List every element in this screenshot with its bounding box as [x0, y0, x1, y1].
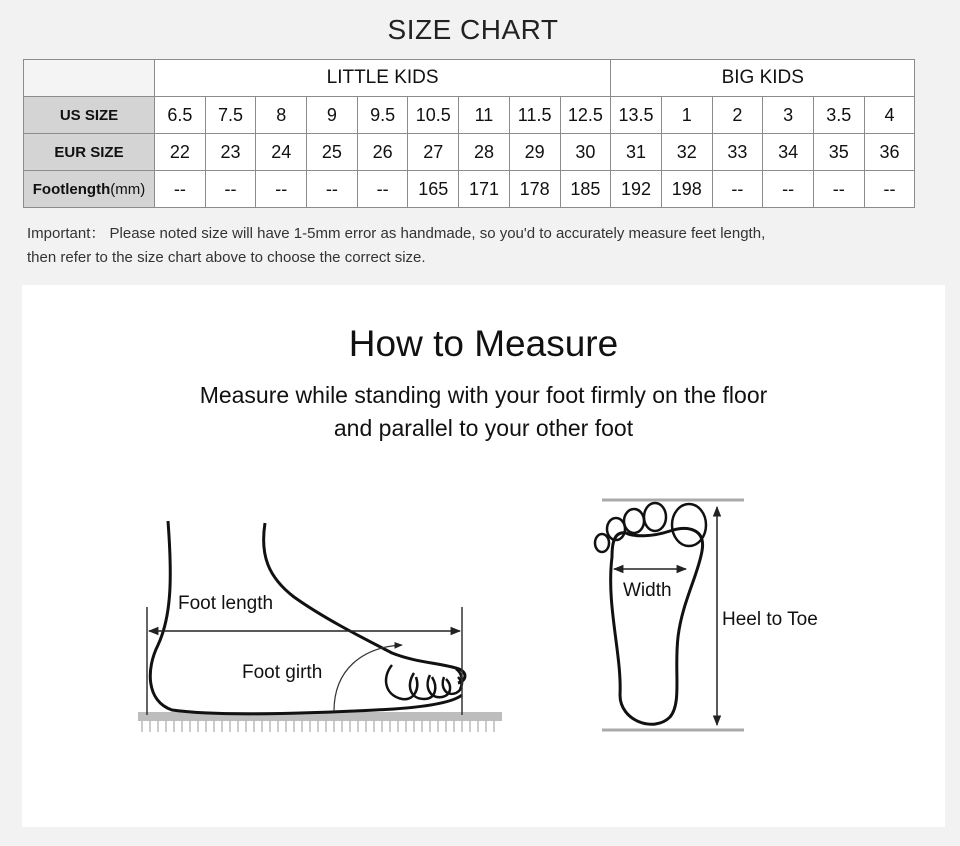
us-size-cell: 11.5: [509, 97, 560, 134]
foot-sole-outline: [150, 521, 462, 714]
foot-length-unit: (mm): [110, 180, 146, 198]
table-corner-cell: [24, 60, 155, 97]
foot-length-cell: 171: [459, 171, 510, 208]
us-size-cell: 1: [661, 97, 712, 134]
foot-length-cell: 192: [611, 171, 662, 208]
us-size-cell: 6.5: [155, 97, 206, 134]
us-size-row: [24, 97, 915, 134]
instructions-line-2: and parallel to your other foot: [333, 415, 634, 441]
us-size-cell: 3.5: [813, 97, 864, 134]
eur-size-row: [24, 134, 915, 171]
eur-size-cell: 33: [712, 134, 763, 171]
foot-length-label-text: Footlength: [32, 180, 111, 198]
foot-girth-text: Foot girth: [242, 662, 323, 683]
size-table: [23, 59, 915, 208]
group-header-big-kids: BIG KIDS: [611, 60, 915, 97]
us-size-cell: 7.5: [205, 97, 256, 134]
eur-size-cell: 25: [307, 134, 358, 171]
us-size-cell: 2: [712, 97, 763, 134]
instructions-line-1: Measure while standing with your foot firmly on the floor: [199, 382, 768, 408]
foot-length-label: [24, 171, 155, 208]
footprint-illustration: [595, 500, 818, 730]
eur-size-cell: 31: [611, 134, 662, 171]
foot-length-cell: 178: [509, 171, 560, 208]
toes-side: [386, 665, 462, 699]
size-chart-title: SIZE CHART: [387, 14, 559, 45]
foot-length-cell: 165: [408, 171, 459, 208]
us-size-label: US SIZE: [24, 97, 155, 134]
foot-girth-arrow: [334, 645, 402, 711]
eur-size-label: EUR SIZE: [24, 134, 155, 171]
foot-length-cell: --: [205, 171, 256, 208]
eur-size-cell: 24: [256, 134, 307, 171]
eur-size-cell: 29: [509, 134, 560, 171]
eur-size-cell: 34: [763, 134, 814, 171]
group-header-row: [24, 60, 915, 97]
eur-size-cell: 36: [864, 134, 915, 171]
foot-length-cell: 198: [661, 171, 712, 208]
us-size-cell: 3: [763, 97, 814, 134]
us-size-cell: 11: [459, 97, 510, 134]
us-size-cell: 8: [256, 97, 307, 134]
foot-length-cell: --: [864, 171, 915, 208]
us-size-cell: 10.5: [408, 97, 459, 134]
foot-top-outline: [264, 523, 465, 683]
eur-size-cell: 26: [357, 134, 408, 171]
footprint-sole: [611, 528, 703, 724]
foot-length-cell: --: [155, 171, 206, 208]
eur-size-cell: 32: [661, 134, 712, 171]
measure-diagram: [22, 285, 945, 827]
foot-length-cell: --: [763, 171, 814, 208]
side-view-foot-illustration: [138, 521, 502, 732]
us-size-cell: 4: [864, 97, 915, 134]
foot-length-cell: --: [712, 171, 763, 208]
floor-ticks: [142, 721, 494, 732]
eur-size-cell: 30: [560, 134, 611, 171]
how-to-measure-title: How to Measure: [348, 323, 619, 364]
important-note-line-1: Important： Please noted size will have 1-5mm error as handmade, so you'd to accurately measure feet length,: [27, 225, 766, 242]
important-note: [27, 222, 927, 270]
eur-size-cell: 35: [813, 134, 864, 171]
group-header-little-kids: LITTLE KIDS: [155, 60, 611, 97]
foot-length-cell: --: [357, 171, 408, 208]
how-to-measure-panel: [22, 285, 945, 827]
eur-size-cell: 28: [459, 134, 510, 171]
foot-length-row: [24, 171, 915, 208]
important-note-line-2: then refer to the size chart above to choose the correct size.: [27, 249, 426, 266]
foot-length-cell: --: [813, 171, 864, 208]
width-text: Width: [623, 580, 672, 601]
foot-length-text: Foot length: [178, 593, 274, 614]
eur-size-cell: 27: [408, 134, 459, 171]
eur-size-cell: 22: [155, 134, 206, 171]
us-size-cell: 9: [307, 97, 358, 134]
foot-length-cell: --: [256, 171, 307, 208]
us-size-cell: 9.5: [357, 97, 408, 134]
foot-length-cell: 185: [560, 171, 611, 208]
foot-length-cell: --: [307, 171, 358, 208]
eur-size-cell: 23: [205, 134, 256, 171]
heel-to-toe-text: Heel to Toe: [722, 609, 818, 630]
us-size-cell: 13.5: [611, 97, 662, 134]
us-size-cell: 12.5: [560, 97, 611, 134]
